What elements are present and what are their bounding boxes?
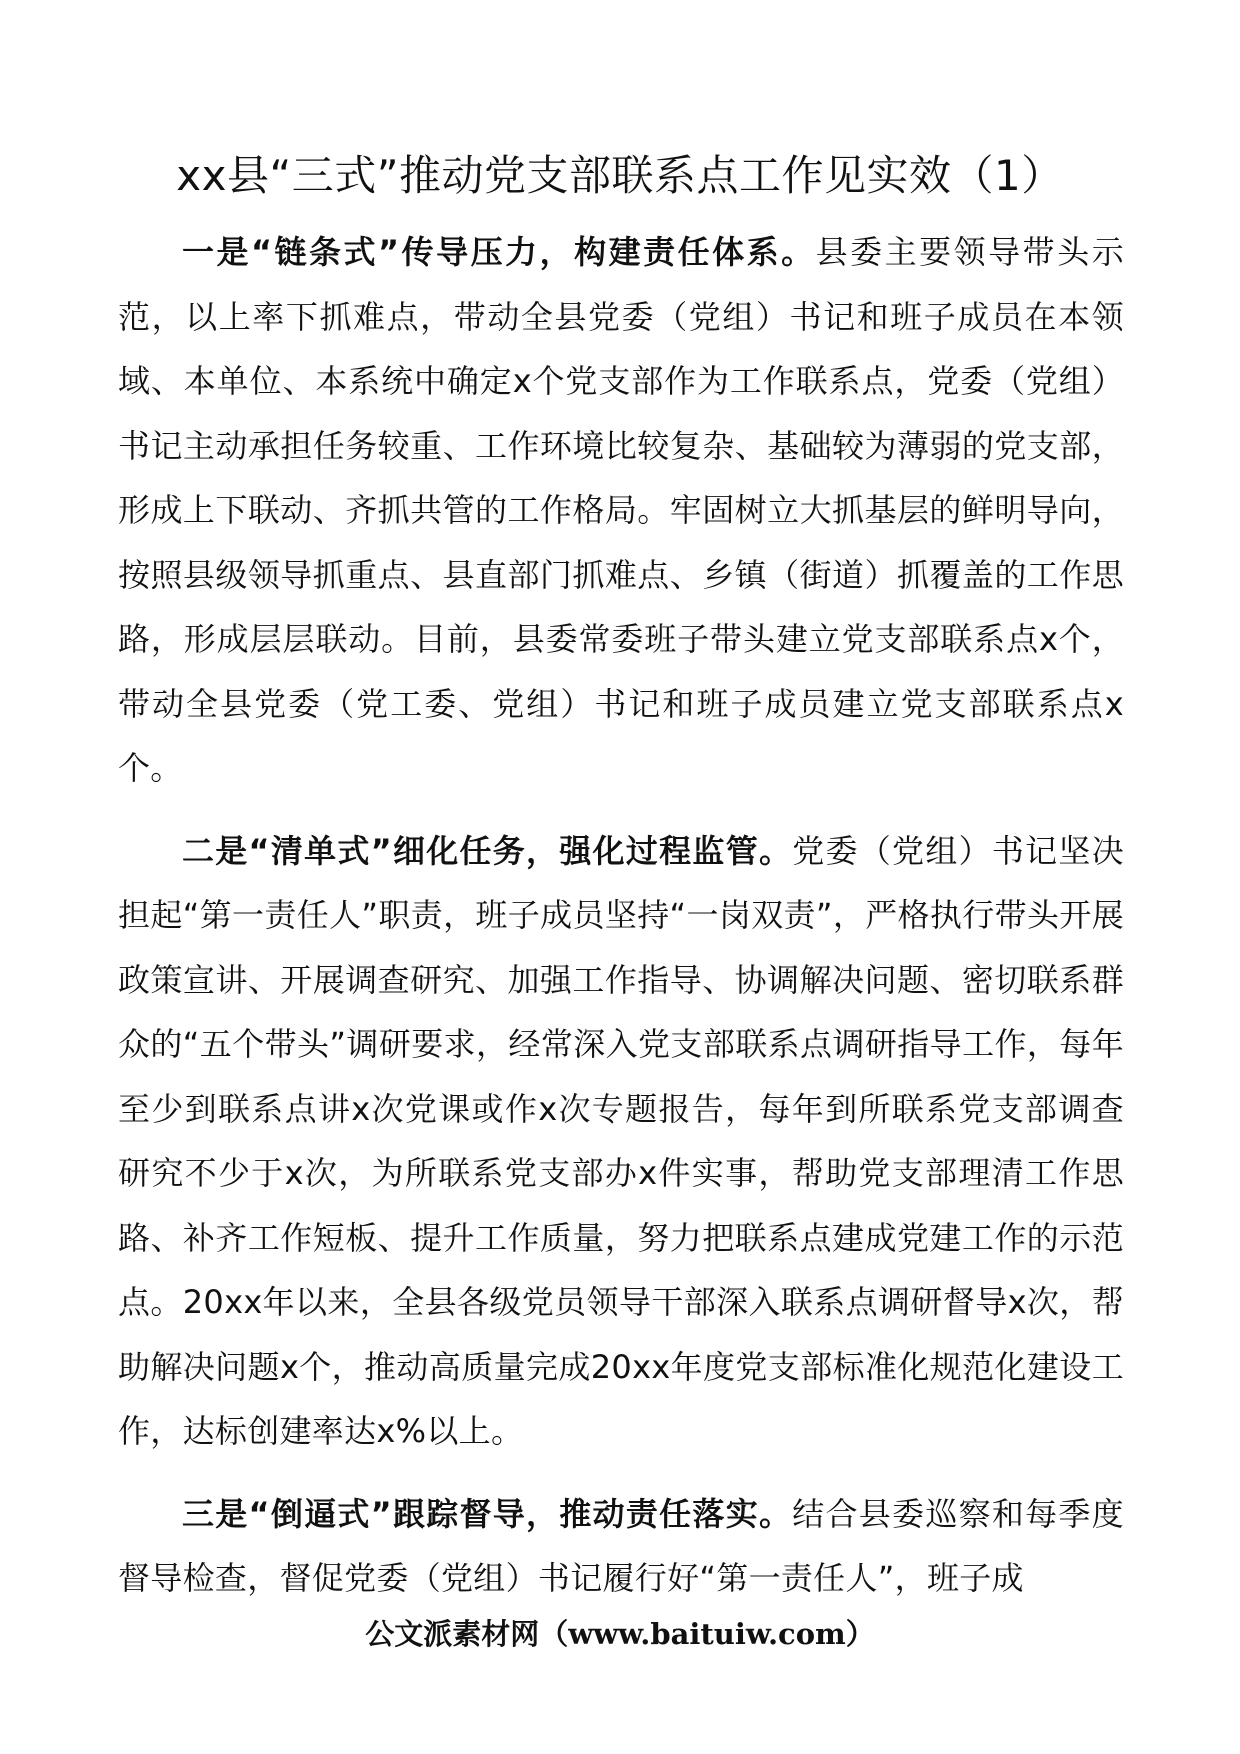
document-title: xx县“三式”推动党支部联系点工作见实效（1） [176,151,1064,200]
paragraph-2-lead: 二是“清单式”细化任务，强化过程监管。 [182,831,793,870]
paragraph-2-text: 党委（党组）书记坚决担起“第一责任人”职责，班子成员坚持“一岗双责”，严格执行带头开展政策宣讲、开展调查研究、加强工作指导、协调解决问题、密切联系群众的“五个带头”调研要求，经常深入党支部联系点调研指导工作，每年至少到联系点讲x次党课或作x次专题报告，每年到所联系党支部调查研究不少于x次，为所联系党支部办x件实事，帮助党支部理清工作思路、补齐工作短板、提升工作质量，努力把联系点建成党建工作的示范点。20xx年以来，全县各级党员领导干部深入联系点调研督导x次，帮助解决问题x个，推动高质量完成20xx年度党支部标准化规范化建设工作，达标创建率达x%以上。 [118,831,1124,1450]
paragraph-1 [118,220,1124,801]
paragraph-1-text: 县委主要领导带头示范，以上率下抓难点，带动全县党委（党组）书记和班子成员在本领域、本单位、本系统中确定x个党支部作为工作联系点，党委（党组）书记主动承担任务较重、工作环境比较复杂、基础较为薄弱的党支部，形成上下联动、齐抓共管的工作格局。牢固树立大抓基层的鲜明导向，按照县级领导抓重点、县直部门抓难点、乡镇（街道）抓覆盖的工作思路，形成层层联动。目前，县委常委班子带头建立党支部联系点x个，带动全县党委（党工委、党组）书记和班子成员建立党支部联系点x个。 [118,233,1124,787]
footer-watermark: 公文派素材网（www.baituiw.com） [365,1617,875,1651]
paragraph-2 [118,819,1124,1464]
paragraph-1-lead: 一是“链条式”传导压力，构建责任体系。 [182,233,816,271]
document-body [118,220,1124,1629]
paragraph-3 [118,1482,1124,1611]
paragraph-3-text: 结合县委巡察和每季度督导检查，督促党委（党组）书记履行好“第一责任人”，班子成 [118,1494,1124,1597]
paragraph-3-lead: 三是“倒逼式”跟踪督导，推动责任落实。 [182,1494,793,1533]
